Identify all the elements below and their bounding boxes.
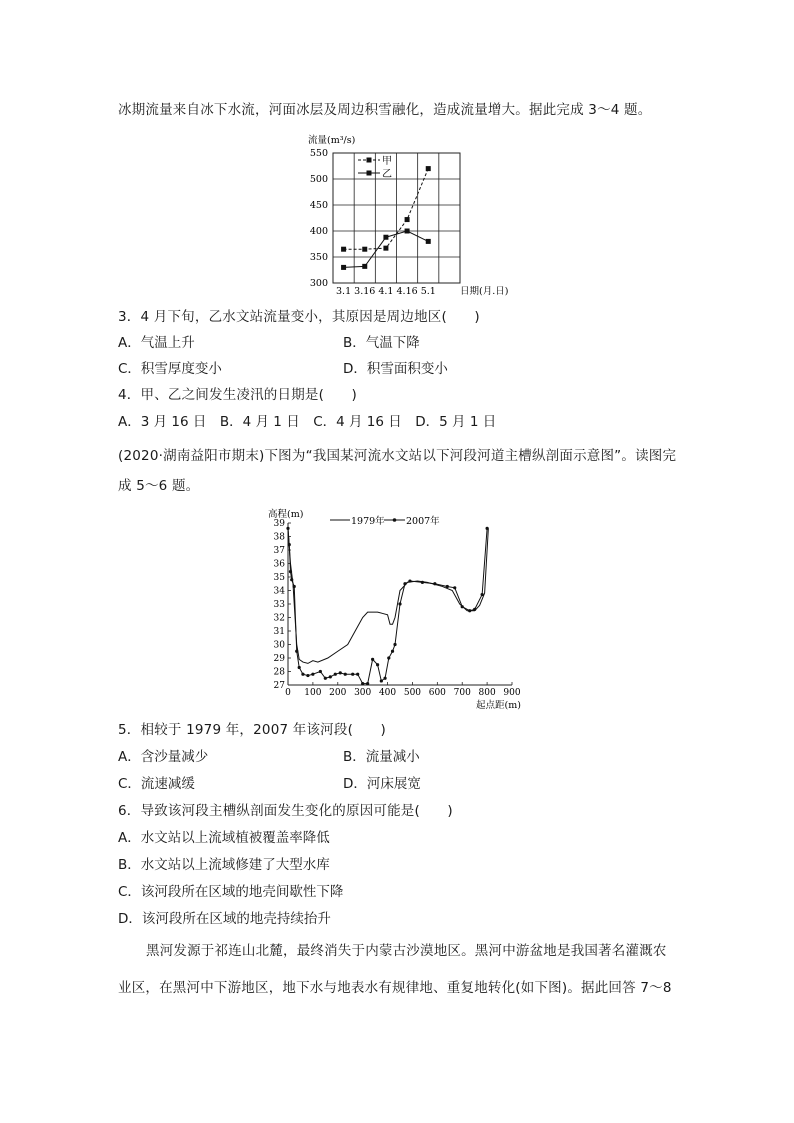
chart2-data-point: [446, 585, 449, 588]
chart2-data-point: [383, 677, 386, 680]
chart2-xtick-label: 0: [285, 688, 291, 698]
chart1-xtick-label: 3.1: [336, 286, 352, 297]
chart1-xtick-label: 5.1: [420, 286, 436, 297]
chart2-xtick-label: 400: [378, 688, 397, 698]
chart1-ytick-label: 450: [309, 200, 328, 211]
chart2-ylabel: 高程(m): [268, 509, 304, 520]
q5-option-c[interactable]: C．流速减缓: [118, 776, 195, 792]
chart2-data-point: [398, 602, 401, 605]
chart2-data-point: [293, 585, 296, 588]
chart1-ytick-label: 300: [309, 278, 328, 289]
chart1-data-point: [362, 247, 367, 252]
q3-option-c[interactable]: C．积雪厚度变小: [118, 361, 222, 377]
q6-option-d[interactable]: D．该河段所在区域的地壳持续抬升: [118, 911, 331, 927]
chart2-ytick-label: 38: [273, 532, 285, 543]
chart1-data-point: [341, 265, 346, 270]
chart1-data-point: [426, 166, 431, 171]
chart1-ytick-label: 500: [309, 174, 328, 185]
chart2-data-point: [295, 650, 298, 653]
q5-option-a[interactable]: A．含沙量减少: [118, 749, 209, 765]
chart2-ytick-label: 34: [273, 586, 285, 597]
chart2-ytick-label: 39: [273, 519, 285, 529]
chart1-data-point: [362, 264, 367, 269]
chart2-data-point: [403, 582, 406, 585]
chart2-data-point: [329, 675, 332, 678]
chart2-ytick-label: 35: [273, 573, 285, 583]
chart2-series-line: [288, 528, 487, 683]
chart2-ytick-label: 29: [273, 654, 285, 664]
chart2-xtick-label: 800: [478, 688, 496, 698]
chart1-data-point: [426, 239, 431, 244]
chart2-data-point: [468, 609, 471, 612]
chart2-data-point: [286, 527, 289, 530]
chart2-data-point: [391, 650, 394, 653]
q3-stem: 3．4 月下旬，乙水文站流量变小，其原因是周边地区( ): [118, 309, 480, 325]
chart2-data-point: [288, 543, 291, 546]
chart2-data-point: [371, 658, 374, 661]
chart2-xtick-label: 200: [329, 688, 347, 698]
chart1-xlabel: 日期(月.日): [460, 286, 509, 297]
chart2-legend-label: 2007年: [406, 516, 440, 527]
chart1-legend-label: 乙: [382, 169, 392, 180]
chart2-ytick-label: 37: [273, 546, 285, 556]
chart1-legend-marker: [367, 171, 372, 176]
chart2-xtick-label: 600: [428, 688, 446, 698]
chart2-data-point: [473, 608, 476, 611]
chart2-legend-label: 1979年: [351, 516, 385, 527]
chart2-data-point: [408, 579, 411, 582]
chart1-ytick-label: 350: [309, 252, 328, 263]
chart2-data-point: [319, 670, 322, 673]
flow-chart: [0, 130, 794, 300]
chart2-data-point: [380, 679, 383, 682]
chart2-xtick-label: 700: [453, 688, 471, 698]
chart2-data-point: [421, 581, 424, 584]
chart2-data-point: [361, 682, 364, 685]
profile-chart: [0, 505, 794, 715]
chart1-data-point: [383, 246, 388, 251]
chart1-xtick-label: 3.16: [354, 286, 376, 297]
intro-text-3b: 业区，在黑河中下游地区，地下水与地表水有规律地、重复地转化(如下图)。据此回答 7～8: [118, 980, 672, 996]
chart2-xlabel: 起点距(m): [476, 700, 521, 711]
chart2-ytick-label: 32: [273, 613, 285, 624]
chart2-data-point: [387, 656, 390, 659]
chart2-ytick-label: 28: [273, 667, 285, 678]
chart2-xtick-label: 300: [354, 688, 372, 698]
chart1-data-point: [383, 235, 388, 240]
chart2-data-point: [366, 682, 369, 685]
chart2-ytick-label: 30: [273, 640, 285, 651]
chart2-data-point: [433, 582, 436, 585]
chart1-data-point: [341, 247, 346, 252]
q5-stem: 5．相较于 1979 年，2007 年该河段( ): [118, 722, 386, 738]
chart2-data-point: [306, 674, 309, 677]
q6-option-b[interactable]: B．水文站以上流域修建了大型水库: [118, 857, 330, 873]
q6-option-c[interactable]: C．该河段所在区域的地壳间歇性下降: [118, 884, 344, 900]
intro-text-2b: 成 5～6 题。: [118, 478, 200, 494]
chart1-xtick-label: 4.16: [396, 286, 418, 297]
q3-option-b[interactable]: B．气温下降: [343, 335, 420, 351]
chart2-xtick-label: 100: [304, 688, 322, 698]
chart2-data-point: [486, 527, 489, 530]
chart2-data-point: [311, 673, 314, 676]
chart2-data-point: [324, 677, 327, 680]
chart1-legend-marker: [367, 158, 372, 163]
chart1-data-point: [405, 229, 410, 234]
chart2-data-point: [393, 643, 396, 646]
q6-option-a[interactable]: A．水文站以上流域植被覆盖率降低: [118, 830, 330, 846]
chart2-data-point: [461, 605, 464, 608]
chart2-data-point: [289, 570, 292, 573]
chart2-data-point: [290, 578, 293, 581]
q3-option-d[interactable]: D．积雪面积变小: [343, 361, 448, 377]
chart2-xtick-label: 500: [403, 688, 422, 698]
chart1-data-point: [405, 217, 410, 222]
intro-text-3a: 黑河发源于祁连山北麓，最终消失于内蒙古沙漠地区。黑河中游盆地是我国著名灌溉农: [146, 943, 667, 959]
chart2-data-point: [298, 666, 301, 669]
q4-stem: 4．甲、乙之间发生凌汛的日期是( ): [118, 387, 357, 403]
chart2-data-point: [356, 673, 359, 676]
chart2-data-point: [351, 673, 354, 676]
chart2-data-point: [339, 671, 342, 674]
chart2-data-point: [453, 586, 456, 589]
chart2-data-point: [376, 663, 379, 666]
chart2-ytick-label: 36: [273, 559, 285, 570]
chart2-data-point: [344, 673, 347, 676]
q3-option-a[interactable]: A．气温上升: [118, 335, 195, 351]
chart2-data-point: [334, 673, 337, 676]
chart1-legend-label: 甲: [382, 156, 392, 167]
q5-option-d[interactable]: D．河床展宽: [343, 776, 421, 792]
chart2-data-point: [481, 593, 484, 596]
chart2-data-point: [301, 673, 304, 676]
chart2-ytick-label: 27: [273, 681, 285, 691]
chart1-ylabel: 流量(m³/s): [308, 135, 356, 146]
intro-text-1: 冰期流量来自冰下水流，河面冰层及周边积雪融化，造成流量增大。据此完成 3～4 题。: [118, 102, 652, 118]
chart1-ytick-label: 550: [309, 148, 328, 159]
q5-option-b[interactable]: B．流量减小: [343, 749, 420, 765]
chart1-ytick-label: 400: [309, 226, 328, 237]
q6-stem: 6．导致该河段主槽纵剖面发生变化的原因可能是( ): [118, 803, 453, 819]
chart2-ytick-label: 33: [273, 600, 285, 610]
chart2-xtick-label: 900: [503, 688, 521, 698]
q4-options[interactable]: A．3 月 16 日 B．4 月 1 日 C．4 月 16 日 D．5 月 1 日: [118, 414, 497, 430]
chart2-legend-marker: [393, 518, 397, 522]
intro-text-2a: (2020·湖南益阳市期末)下图为“我国某河流水文站以下河段河道主槽纵剖面示意图”。读图完: [118, 448, 677, 464]
chart1-xtick-label: 4.1: [378, 286, 394, 297]
chart2-ytick-label: 31: [273, 627, 285, 637]
